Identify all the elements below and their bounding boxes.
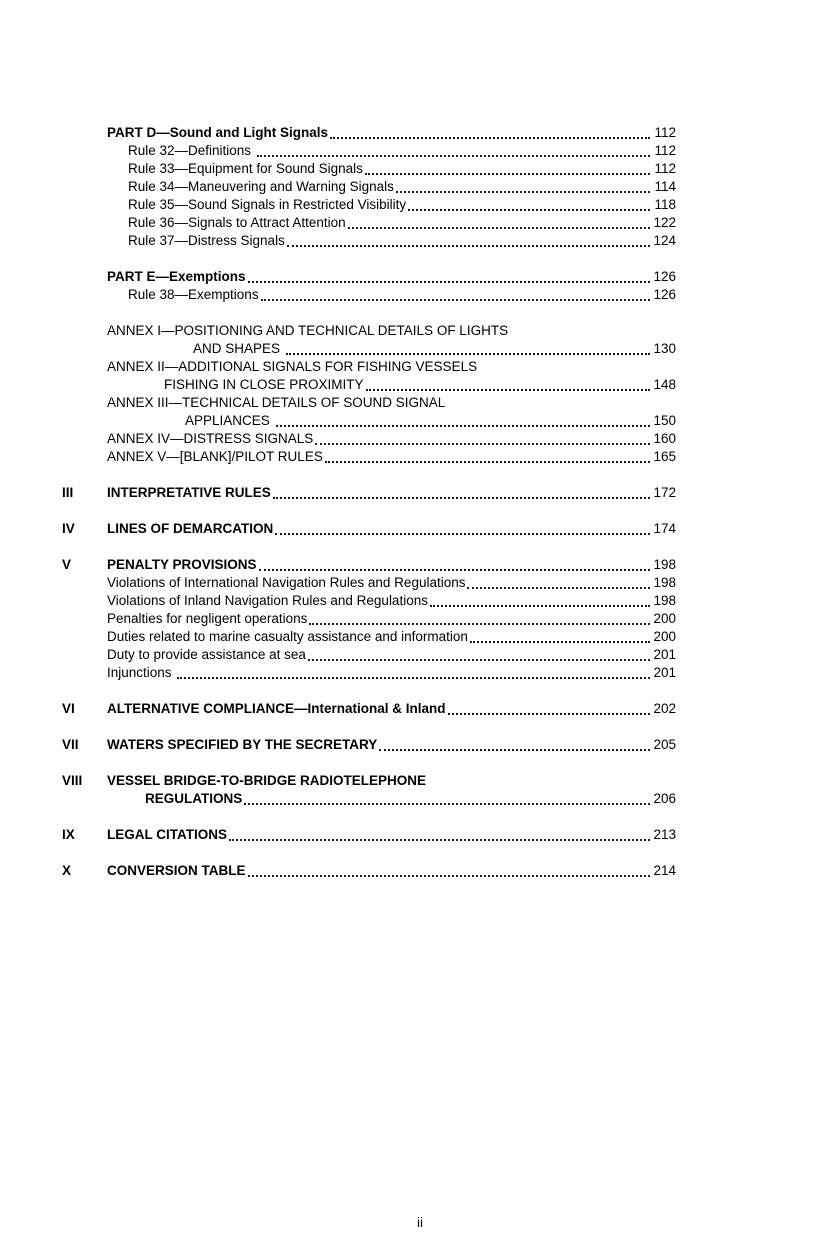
toc-numeral	[62, 286, 107, 304]
dot-leader	[430, 605, 650, 607]
dot-leader	[248, 281, 650, 283]
toc-entry	[62, 520, 676, 538]
dot-leader	[276, 425, 650, 427]
toc-entry	[62, 160, 676, 178]
toc-entry	[62, 556, 676, 574]
toc-entry	[62, 232, 676, 250]
toc-numeral: VII	[62, 737, 79, 752]
toc-entry-label: REGULATIONS	[145, 791, 243, 806]
dot-leader	[325, 461, 650, 463]
toc-leader-line	[107, 790, 676, 808]
toc-numeral	[62, 214, 107, 232]
toc-entry-body	[107, 322, 676, 358]
toc-entry	[62, 664, 676, 682]
toc-entry	[62, 142, 676, 160]
toc-entry-body	[107, 556, 676, 574]
toc-entry	[62, 358, 676, 394]
toc-leader-line	[107, 646, 676, 664]
toc-page-number: 126	[653, 269, 676, 284]
toc-entry-label: Violations of Inland Navigation Rules and Regulations	[107, 593, 428, 608]
toc-page-number: 200	[653, 629, 676, 644]
toc-numeral	[62, 268, 107, 286]
toc-entry-body	[107, 232, 676, 250]
toc-leader-line	[107, 430, 676, 448]
toc-numeral: X	[62, 863, 72, 878]
dot-leader	[365, 173, 650, 175]
toc-page-number: 198	[653, 557, 676, 572]
dot-leader	[366, 389, 650, 391]
toc-leader-line	[107, 700, 676, 718]
dot-leader	[244, 803, 650, 805]
toc-leader-line	[107, 448, 676, 466]
toc-page-number: 198	[653, 575, 676, 590]
toc-leader-line	[107, 862, 676, 880]
toc-entry-body	[107, 178, 676, 196]
toc-leader-line	[107, 232, 676, 250]
toc-numeral	[62, 178, 107, 196]
dot-leader	[229, 839, 650, 841]
toc-entry	[62, 574, 676, 592]
toc-entry	[62, 772, 676, 808]
toc-entry-body	[107, 628, 676, 646]
toc-entry-line1: ANNEX II—ADDITIONAL SIGNALS FOR FISHING VESSELS	[107, 359, 478, 374]
dot-leader	[379, 749, 650, 751]
toc-leader-line	[107, 412, 676, 430]
toc-entry	[62, 628, 676, 646]
toc-numeral	[62, 358, 107, 394]
toc-leader-line	[107, 592, 676, 610]
toc-numeral	[62, 196, 107, 214]
toc-entry-label: Injunctions	[107, 665, 176, 680]
toc-entry	[62, 484, 676, 502]
toc-entry-label: Rule 32—Definitions	[128, 143, 255, 158]
toc-entry-body	[107, 646, 676, 664]
dot-leader	[348, 227, 650, 229]
toc-page-number: 160	[653, 431, 676, 446]
toc-entry	[62, 862, 676, 880]
toc-entry	[62, 646, 676, 664]
toc-page-number: 112	[654, 161, 676, 176]
toc-entry-label: LINES OF DEMARCATION	[107, 521, 274, 536]
toc-entry	[62, 322, 676, 358]
toc-page-number: 130	[653, 341, 676, 356]
toc-entry-body	[107, 358, 676, 394]
toc-entry-label: CONVERSION TABLE	[107, 863, 246, 878]
toc-numeral: IV	[62, 521, 75, 536]
toc-page-number: 201	[653, 647, 676, 662]
toc-leader-line	[107, 610, 676, 628]
toc-leader-line	[107, 124, 676, 142]
toc-numeral	[62, 322, 107, 358]
dot-leader	[448, 713, 650, 715]
toc-entry	[62, 214, 676, 232]
toc-entry-line1: ANNEX I—POSITIONING AND TECHNICAL DETAILS OF LIGHTS	[107, 323, 509, 338]
toc-leader-line	[107, 160, 676, 178]
toc-leader-line	[107, 196, 676, 214]
dot-leader	[309, 623, 650, 625]
toc-entry-body	[107, 214, 676, 232]
toc-page-number: 198	[653, 593, 676, 608]
toc-entry-label: Rule 33—Equipment for Sound Signals	[128, 161, 363, 176]
toc-numeral	[62, 124, 107, 142]
toc-list	[62, 124, 676, 880]
toc-leader-line	[107, 556, 676, 574]
toc-entry	[62, 124, 676, 142]
toc-numeral	[62, 664, 107, 682]
toc-entry-label: Rule 36—Signals to Attract Attention	[128, 215, 346, 230]
dot-leader	[330, 137, 650, 139]
toc-page-number: 206	[653, 791, 676, 806]
toc-numeral: III	[62, 485, 74, 500]
dot-leader	[259, 569, 650, 571]
toc-entry-body	[107, 448, 676, 466]
toc-entry-line1: ANNEX III—TECHNICAL DETAILS OF SOUND SIGNAL	[107, 395, 446, 410]
toc-page-number: 172	[653, 485, 676, 500]
dot-leader	[467, 587, 650, 589]
dot-leader	[470, 641, 650, 643]
toc-numeral	[62, 628, 107, 646]
toc-page-number: 118	[654, 197, 676, 212]
toc-entry-label: Penalties for negligent operations	[107, 611, 308, 626]
toc-leader-line	[107, 214, 676, 232]
toc-entry-line1: VESSEL BRIDGE-TO-BRIDGE RADIOTELEPHONE	[107, 773, 427, 788]
toc-entry-body	[107, 700, 676, 718]
dot-leader	[315, 443, 650, 445]
toc-entry-label: Duties related to marine casualty assistance and information	[107, 629, 468, 644]
toc-page-number: 122	[653, 215, 676, 230]
toc-leader-line	[107, 826, 676, 844]
toc-numeral	[62, 610, 107, 628]
toc-entry-label: ANNEX IV—DISTRESS SIGNALS	[107, 431, 314, 446]
toc-entry	[62, 268, 676, 286]
toc-numeral	[62, 574, 107, 592]
toc-page-number: 126	[653, 287, 676, 302]
toc-entry-body	[107, 664, 676, 682]
dot-leader	[308, 659, 650, 661]
toc-entry	[62, 394, 676, 430]
toc-numeral: IX	[62, 827, 75, 842]
dot-leader	[273, 497, 650, 499]
toc-page-number: 201	[653, 665, 676, 680]
toc-entry-label: PART D—Sound and Light Signals	[107, 125, 328, 140]
toc-leader-line	[107, 520, 676, 538]
toc-entry-body	[107, 142, 676, 160]
toc-entry-label: Violations of International Navigation Rules and Regulations	[107, 575, 466, 590]
toc-numeral	[62, 232, 107, 250]
dot-leader	[177, 677, 650, 679]
toc-leader-line	[107, 664, 676, 682]
toc-leader-line	[107, 268, 676, 286]
dot-leader	[261, 299, 650, 301]
toc-entry-label: LEGAL CITATIONS	[107, 827, 227, 842]
toc-page-number: 112	[654, 143, 676, 158]
toc-leader-line	[107, 142, 676, 160]
toc-numeral	[62, 430, 107, 448]
toc-numeral	[62, 592, 107, 610]
toc-entry-body	[107, 610, 676, 628]
toc-entry-label: Rule 37—Distress Signals	[128, 233, 285, 248]
toc-entry-body	[107, 736, 676, 754]
dot-leader	[287, 245, 650, 247]
toc-leader-line	[107, 484, 676, 502]
toc-numeral	[62, 394, 107, 430]
toc-leader-line	[107, 628, 676, 646]
toc-numeral: VI	[62, 701, 75, 716]
toc-entry-label: PART E—Exemptions	[107, 269, 246, 284]
toc-entry-body	[107, 574, 676, 592]
toc-page-number: 205	[653, 737, 676, 752]
toc-entry	[62, 610, 676, 628]
toc-entry-body	[107, 160, 676, 178]
toc-entry-label: APPLIANCES	[185, 413, 274, 428]
toc-page-number: 214	[653, 863, 676, 878]
toc-entry-body	[107, 394, 676, 430]
toc-entry-body	[107, 592, 676, 610]
toc-page-number: 174	[653, 521, 676, 536]
toc-entry-body	[107, 286, 676, 304]
page-footer-number: ii	[417, 1215, 423, 1230]
toc-numeral	[62, 160, 107, 178]
dot-leader	[408, 209, 650, 211]
toc-leader-line	[107, 736, 676, 754]
toc-entry-label: ANNEX V—[BLANK]/PILOT RULES	[107, 449, 323, 464]
toc-numeral: V	[62, 557, 72, 572]
toc-page-number: 200	[653, 611, 676, 626]
toc-page-number: 165	[653, 449, 676, 464]
toc-page-number: 202	[653, 701, 676, 716]
toc-numeral	[62, 142, 107, 160]
toc-entry-body	[107, 124, 676, 142]
toc-page-number: 148	[653, 377, 676, 392]
toc-entry	[62, 700, 676, 718]
toc-entry	[62, 430, 676, 448]
toc-entry-label: INTERPRETATIVE RULES	[107, 485, 271, 500]
toc-entry-label: AND SHAPES	[193, 341, 284, 356]
toc-entry	[62, 736, 676, 754]
dot-leader	[257, 155, 650, 157]
toc-entry-body	[107, 430, 676, 448]
toc-entry	[62, 592, 676, 610]
toc-entry-body	[107, 484, 676, 502]
toc-page-number: 114	[654, 179, 676, 194]
dot-leader	[286, 353, 650, 355]
toc-entry-label: Rule 38—Exemptions	[128, 287, 259, 302]
toc-entry-label: ALTERNATIVE COMPLIANCE—International & Inland	[107, 701, 446, 716]
toc-numeral	[62, 448, 107, 466]
dot-leader	[275, 533, 650, 535]
toc-entry-body	[107, 772, 676, 808]
toc-page-number: 150	[653, 413, 676, 428]
toc-numeral	[62, 646, 107, 664]
dot-leader	[248, 875, 650, 877]
toc-entry-body	[107, 520, 676, 538]
toc-leader-line	[107, 340, 676, 358]
toc-entry-label: Rule 34—Maneuvering and Warning Signals	[128, 179, 394, 194]
toc-entry-label: FISHING IN CLOSE PROXIMITY	[164, 377, 364, 392]
toc-entry-body	[107, 268, 676, 286]
toc-entry	[62, 826, 676, 844]
toc-entry	[62, 196, 676, 214]
toc-leader-line	[107, 286, 676, 304]
toc-entry-label: Duty to provide assistance at sea	[107, 647, 306, 662]
toc-page-number: 112	[654, 125, 676, 140]
toc-entry-body	[107, 196, 676, 214]
dot-leader	[396, 191, 650, 193]
toc-page-number: 124	[653, 233, 676, 248]
toc-entry-body	[107, 826, 676, 844]
toc-entry-label: PENALTY PROVISIONS	[107, 557, 257, 572]
toc-leader-line	[107, 178, 676, 196]
toc-page-number: 213	[653, 827, 676, 842]
toc-entry	[62, 448, 676, 466]
toc-entry	[62, 286, 676, 304]
toc-leader-line	[107, 376, 676, 394]
toc-entry-label: WATERS SPECIFIED BY THE SECRETARY	[107, 737, 378, 752]
toc-entry	[62, 178, 676, 196]
toc-leader-line	[107, 574, 676, 592]
toc-entry-label: Rule 35—Sound Signals in Restricted Visibility	[128, 197, 407, 212]
toc-numeral: VIII	[62, 773, 83, 788]
toc-entry-body	[107, 862, 676, 880]
